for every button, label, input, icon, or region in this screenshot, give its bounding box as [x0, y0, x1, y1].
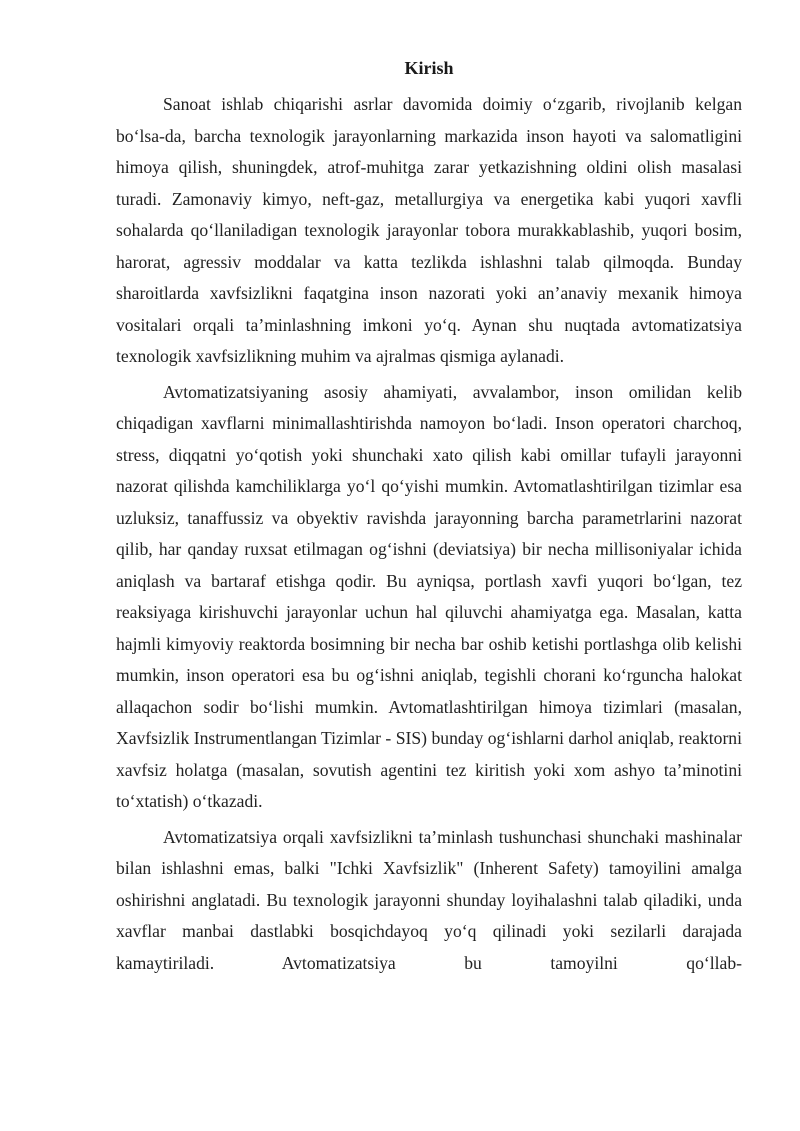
body-text [116, 89, 742, 983]
paragraph-2: Avtomatizatsiyaning asosiy ahamiyati, avvalambor, inson omilidan kelib chiqadigan xavflarni minimallashtirishda namoyon bo‘ladi. Inson operatori charchoq, stress, diqqatni yo‘qotish yoki shunchaki xato qilish kabi omillar tufayli jarayonni nazorat qilishda kamchiliklarga yo‘l qo‘yishi mumkin. Avtomatlashtirilgan tizimlar esa uzluksiz, tanaffussiz va obyektiv ravishda jarayonning barcha parametrlarini nazorat qilib, har qanday ruxsat etilmagan og‘ishni (deviatsiya) bir necha millisoniyalar ichida aniqlash va bartaraf etishga qodir. Bu ayniqsa, portlash xavfi yuqori bo‘lgan, tez reaksiyaga kirishuvchi jarayonlar uchun hal qiluvchi ahamiyatga ega. Masalan, katta hajmli kimyoviy reaktorda bosimning bir necha bar oshib ketishi portlashga olib kelishi mumkin, inson operatori esa bu og‘ishni aniqlab, tegishli chorani ko‘rguncha halokat allaqachon sodir bo‘lishi mumkin. Avtomatlashtirilgan himoya tizimlari (masalan, Xavfsizlik Instrumentlangan Tizimlar - SIS) bunday og‘ishlarni darhol aniqlab, reaktorni xavfsiz holatga (masalan, sovutish agentini tez kiritish yoki xom ashyo ta’minotini to‘xtatish) o‘tkazadi. [116, 381, 742, 811]
page-title: Kirish [404, 58, 454, 78]
paragraph-3: Avtomatizatsiya orqali xavfsizlikni ta’minlash tushunchasi shunchaki mashinalar bilan ishlashni emas, balki "Ichki Xavfsizlik" (Inherent Safety) tamoyilini amalga oshirishni anglatadi. Bu texnologik jarayonni shunday loyihalashni talab qiladiki, unda xavflar manbai dastlabki bosqichdayoq yo‘q qilinadi yoki sezilarli darajada kamaytiriladi. Avtomatizatsiya bu tamoyilni qo‘llab- [116, 826, 742, 973]
paragraph-1: Sanoat ishlab chiqarishi asrlar davomida doimiy o‘zgarib, rivojlanib kelgan bo‘lsa-da, barcha texnologik jarayonlarning markazida inson hayoti va salomatligini himoya qilish, shuningdek, atrof-muhitga zarar yetkazishning oldini olish masalasi turadi. Zamonaviy kimyo, neft-gaz, metallurgiya va energetika kabi yuqori xavfli sohalarda qo‘llaniladigan texnologik jarayonlar tobora murakkablashib, yuqori bosim, harorat, agressiv moddalar va katta tezlikda ishlashni talab qilmoqda. Bunday sharoitlarda xavfsizlikni faqatgina inson nazorati yoki an’anaviy mexanik himoya vositalari orqali ta’minlashning imkoni yo‘q. Aynan shu nuqtada avtomatizatsiya texnologik xavfsizlikning muhim va ajralmas qismiga aylanadi. [116, 94, 742, 366]
